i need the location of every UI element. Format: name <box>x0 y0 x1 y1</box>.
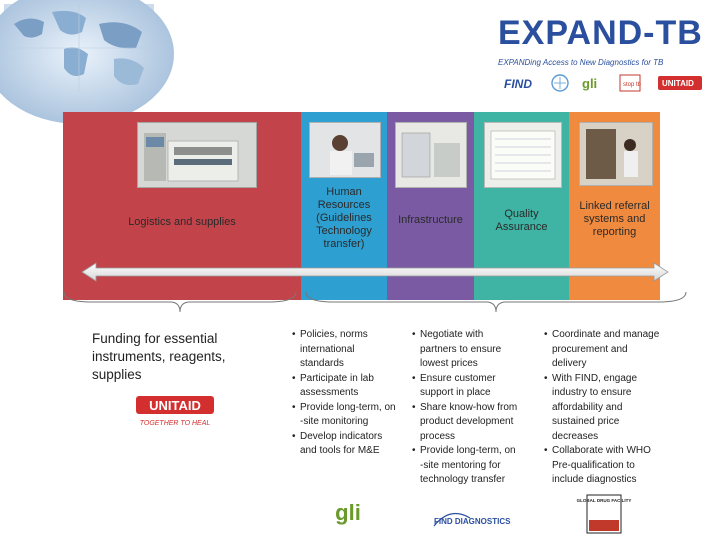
hr-line-5: transfer) <box>323 238 365 250</box>
brace-right <box>304 290 688 314</box>
unitaid-logo-text: UNITAID <box>149 398 201 413</box>
svg-text:FIND: FIND <box>504 77 532 91</box>
find-bullet-2-line-1: • Ensure customer <box>420 372 496 384</box>
gli-bullet-4 <box>292 430 418 459</box>
gdf-bullet-1 <box>544 328 688 372</box>
funding-line-2: instruments, reagents, <box>92 349 226 364</box>
brand-title: EXPAND-TB <box>498 14 703 52</box>
qa-line-2: Assurance <box>495 221 548 233</box>
brand-subtitle: EXPANDing Access to New Diagnostics for TB <box>498 58 664 67</box>
gdf-bullet-1-line-2: procurement and <box>552 343 628 355</box>
gdf-bullet-2-line-3: affordability and <box>552 401 623 413</box>
gdf-logo <box>576 494 632 534</box>
funding-line-1: Funding for essential <box>92 331 218 346</box>
column-linked-referral-label <box>569 200 660 239</box>
find-bullet-1-line-3: lowest prices <box>420 358 478 369</box>
lr-line-2: systems and <box>583 213 646 225</box>
find-bullet-1 <box>412 328 542 372</box>
find-bullet-1-line-1: • Negotiate with <box>420 329 484 340</box>
unitaid-tagline: TOGETHER TO HEAL <box>139 420 211 427</box>
gli-bullet-3-line-2: -site monitoring <box>300 416 369 427</box>
svg-text:stop tb: stop tb <box>623 82 642 88</box>
gli-bullet-4-line-2: and tools for M&E <box>300 445 380 456</box>
partner-logos <box>498 72 708 94</box>
gdf-bullet-3 <box>544 444 688 488</box>
gli-bullet-3 <box>292 401 418 430</box>
find-logo-text: FIND DIAGNOSTICS <box>434 517 511 526</box>
lr-line-3: reporting <box>592 226 637 238</box>
gdf-bullet-2-line-5: decreases <box>552 430 599 442</box>
gdf-bullet-3-line-1: • Collaborate with WHO <box>552 445 651 456</box>
gli-bullet-3-line-1: • Provide long-term, on <box>300 401 396 413</box>
hr-line-1: Human <box>326 186 362 198</box>
brace-left <box>62 290 298 314</box>
find-bullet-4-line-3: technology transfer <box>420 474 506 485</box>
unitaid-logo <box>134 392 216 430</box>
find-diagnostics-logo <box>430 504 522 530</box>
gli-logo <box>330 494 366 530</box>
find-bullet-3-line-3: process <box>420 430 456 442</box>
gdf-bullet-2 <box>544 372 688 445</box>
find-bullet-3-line-2: product development <box>420 416 514 427</box>
gli-bullet-1-line-3: standards <box>300 358 344 369</box>
gdf-bullet-1-line-3: delivery <box>552 358 587 369</box>
gli-bullets <box>292 328 418 459</box>
svg-text:gli: gli <box>582 76 598 91</box>
gdf-bullet-2-line-4: sustained price <box>552 416 620 427</box>
funding-text <box>92 330 272 384</box>
lab-equipment-photo <box>137 122 257 188</box>
gdf-bullets <box>544 328 688 488</box>
funding-line-3: supplies <box>92 367 142 382</box>
gdf-bullet-1-line-1: • Coordinate and manage <box>552 329 660 340</box>
clinic-photo <box>579 122 653 186</box>
find-bullet-1-line-2: partners to ensure <box>420 343 502 355</box>
gdf-bullet-2-line-1: • With FIND, engage <box>552 372 638 384</box>
find-bullet-3 <box>412 401 542 445</box>
find-bullet-3-line-1: • Share know-how from <box>420 401 518 413</box>
find-bullet-4-line-1: • Provide long-term, on <box>420 445 516 456</box>
find-bullet-2-line-2: support in place <box>420 387 491 398</box>
gli-bullet-1 <box>292 328 418 372</box>
column-infrastructure-label: Infrastructure <box>398 214 463 226</box>
gdf-bullet-2-line-2: industry to ensure <box>552 387 632 398</box>
qa-line-1: Quality <box>504 208 539 220</box>
gdf-logo-text: GLOBAL DRUG FACILITY <box>576 498 632 503</box>
hr-line-2: Resources <box>317 199 371 211</box>
column-human-resources-label <box>303 186 385 251</box>
gli-bullet-1-line-1: • Policies, norms <box>300 329 368 340</box>
lr-line-1: Linked referral <box>579 200 650 212</box>
find-bullet-4-line-2: -site mentoring for <box>420 459 501 471</box>
lab-worker-photo <box>309 122 381 178</box>
hr-line-4: Technology <box>316 225 372 237</box>
gli-logo-text: gli <box>335 500 361 525</box>
gdf-bullet-3-line-2: Pre-qualification to <box>552 459 635 471</box>
brand-block <box>498 14 708 94</box>
chart-document-photo <box>484 122 562 188</box>
gli-bullet-2-line-2: assessments <box>300 387 359 398</box>
globe-image <box>4 4 154 92</box>
gli-bullet-2 <box>292 372 418 401</box>
gdf-bullet-3-line-3: include diagnostics <box>552 474 637 485</box>
find-bullets <box>412 328 542 488</box>
lab-room-photo <box>395 122 467 188</box>
gli-bullet-4-line-1: • Develop indicators <box>300 430 383 442</box>
find-bullet-2 <box>412 372 542 401</box>
svg-text:UNITAID: UNITAID <box>662 79 694 88</box>
gli-bullet-1-line-2: international <box>300 343 355 355</box>
double-arrow <box>80 262 670 282</box>
column-quality-assurance-label <box>474 208 569 234</box>
hr-line-3: (Guidelines <box>316 212 372 224</box>
gli-bullet-2-line-1: • Participate in lab <box>300 372 374 384</box>
column-logistics-label: Logistics and supplies <box>128 216 236 228</box>
find-bullet-4 <box>412 444 542 488</box>
